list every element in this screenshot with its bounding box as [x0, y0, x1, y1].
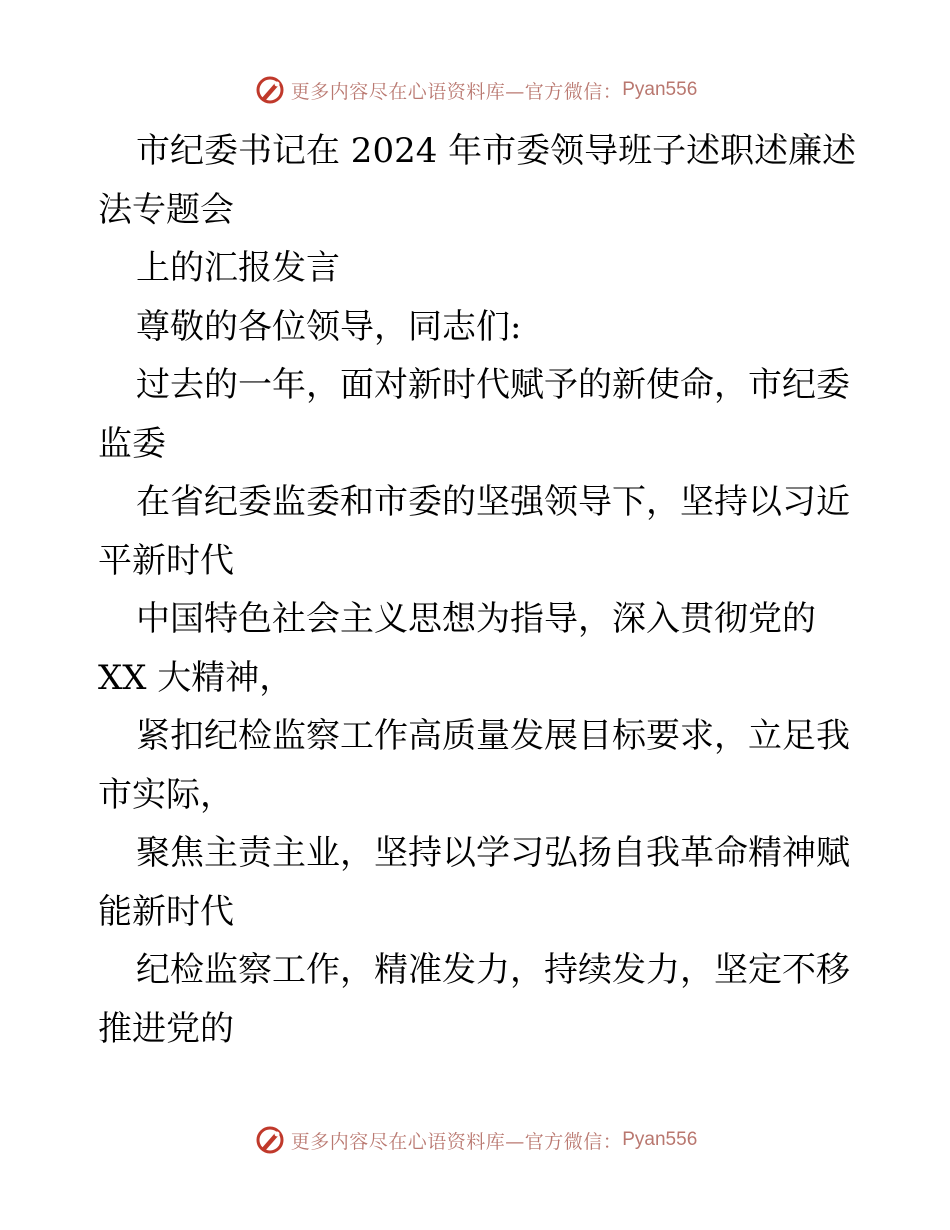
text-line: 市实际，: [98, 774, 234, 815]
text-line: 能新时代: [98, 891, 234, 932]
text-line: 在省纪委监委和市委的坚强领导下，坚持以习近: [136, 482, 850, 522]
footer-watermark: [0, 1120, 950, 1160]
watermark-handle: Pyan556: [622, 79, 698, 100]
text-line: XX 大精神，: [98, 657, 294, 698]
document-body: [98, 122, 858, 1058]
text-line: 平新时代: [98, 540, 234, 581]
text-line: 法专题会: [98, 189, 234, 230]
watermark-text: 更多内容尽在心语资料库—官方微信：: [290, 80, 623, 103]
text-line: 推进党的: [98, 1008, 234, 1049]
text-line: 过去的一年，面对新时代赋予的新使命，市纪委: [136, 365, 850, 405]
text-line: 监委: [98, 423, 166, 464]
pen-ring-logo-icon: [253, 73, 287, 107]
text-line: 市纪委书记在 2024 年市委领导班子述职述廉述: [136, 131, 857, 171]
header-watermark: [0, 70, 950, 110]
text-line: 尊敬的各位领导，同志们:: [136, 306, 522, 347]
text-line: 上的汇报发言: [136, 248, 340, 288]
pen-ring-logo-icon: [253, 1123, 287, 1157]
text-line: 纪检监察工作，精准发力，持续发力，坚定不移: [136, 950, 850, 990]
text-line: 聚焦主责主业，坚持以学习弘扬自我革命精神赋: [136, 833, 850, 873]
text-line: 中国特色社会主义思想为指导，深入贯彻党的: [136, 599, 816, 639]
watermark-text: 更多内容尽在心语资料库—官方微信：: [290, 1130, 623, 1153]
watermark-handle: Pyan556: [622, 1129, 698, 1150]
text-line: 紧扣纪检监察工作高质量发展目标要求，立足我: [136, 716, 850, 756]
